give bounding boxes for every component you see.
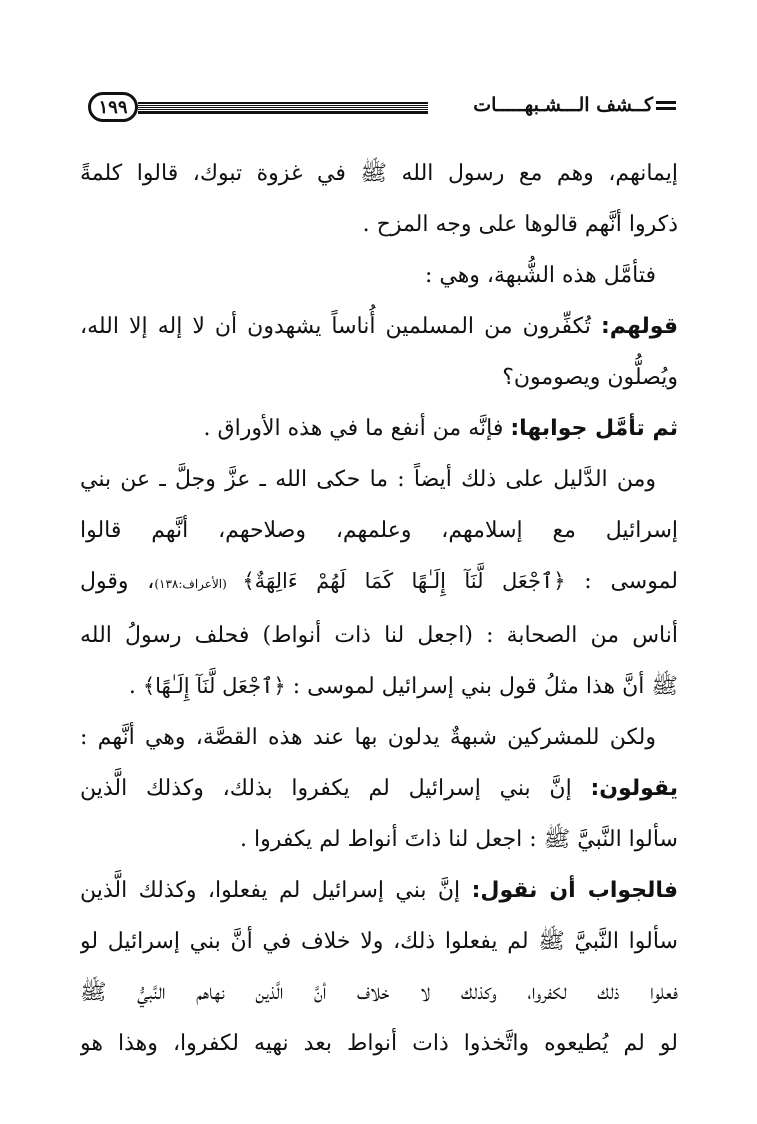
text-line: لموسى : ﴿ٱجْعَل لَّنَآ إِلَـٰهًا كَمَا لَهُمْ ءَالِهَةٌ﴾ (الأعراف:١٣٨)، وقول xyxy=(80,569,678,594)
verse-reference: (الأعراف:١٣٨) xyxy=(154,577,243,591)
text-line: فالجواب أن نقول: إنَّ بني إسرائيل لم يفعلوا، وكذلك الَّذين xyxy=(80,878,678,903)
header-rule xyxy=(138,102,428,114)
lead-term: ثم تأمَّل جوابها: xyxy=(510,416,678,441)
text-line: سألوا النَّبيَّ ﷺ : اجعل لنا ذاتَ أنواط لم يكفروا . xyxy=(240,827,678,852)
page-header xyxy=(88,92,676,126)
text-line: يقولون: إنَّ بني إسرائيل لم يكفروا بذلك، وكذلك الَّذين xyxy=(80,776,678,801)
quran-verse: ﴿ٱجْعَل لَّنَآ إِلَـٰهًا﴾ xyxy=(142,674,286,698)
text-line: ﷺ أنَّ هذا مثلُ قول بني إسرائيل لموسى : ﴿ٱجْعَل لَّنَآ إِلَـٰهًا﴾ . xyxy=(128,674,678,699)
text-line: إيمانهم، وهم مع رسول الله ﷺ في غزوة تبوك، قالوا كلمةً xyxy=(80,161,678,186)
quran-verse: ﴿ٱجْعَل لَّنَآ إِلَـٰهًا كَمَا لَهُمْ ءَالِهَةٌ﴾ xyxy=(242,569,566,593)
text-line: ويُصلُّون ويصومون؟ xyxy=(502,365,678,390)
text-line: ومن الدَّليل على ذلك أيضاً : ما حكى الله ـ عزَّ وجلَّ ـ عن بني xyxy=(80,467,656,492)
text-line: فتأمَّل هذه الشُّبهة، وهي : xyxy=(424,263,656,288)
text-line: لو لم يُطيعوه واتَّخذوا ذات أنواط بعد نهيه لكفروا، وهذا هو xyxy=(80,1031,678,1056)
page-body xyxy=(80,148,678,1069)
header-ornament xyxy=(656,101,676,115)
lead-term: قولهم: xyxy=(600,314,678,339)
text-line: فعلوا ذلك لكفروا، وكذلك لا خلاف أنَّ الَّذين نهاهم النَّبيُّ ﷺ xyxy=(80,980,678,1005)
lead-term: يقولون: xyxy=(590,776,678,801)
text-line: ثم تأمَّل جوابها: فإنَّه من أنفع ما في هذه الأوراق . xyxy=(203,416,678,441)
text-line: إسرائيل مع إسلامهم، وعلمهم، وصلاحهم، أنَّهم قالوا xyxy=(80,518,678,543)
lead-term: فالجواب أن نقول: xyxy=(471,878,678,903)
text-line: أناس من الصحابة : (اجعل لنا ذات أنواط) فحلف رسولُ الله xyxy=(80,623,678,648)
text-line: ولكن للمشركين شبهةٌ يدلون بها عند هذه القصَّة، وهي أنَّهم : xyxy=(80,725,656,750)
text-line: سألوا النَّبيَّ ﷺ لم يفعلوا ذلك، ولا خلاف في أنَّ بني إسرائيل لو xyxy=(80,929,678,954)
page-number: ١٩٩ xyxy=(88,92,138,122)
text-line: ذكروا أنَّهم قالوها على وجه المزح . xyxy=(362,212,678,237)
text-line: قولهم: تُكفِّرون من المسلمين أُناساً يشهدون أن لا إله إلا الله، xyxy=(80,314,678,339)
running-title: كــشف الـــشـبهـــــات xyxy=(473,94,653,116)
